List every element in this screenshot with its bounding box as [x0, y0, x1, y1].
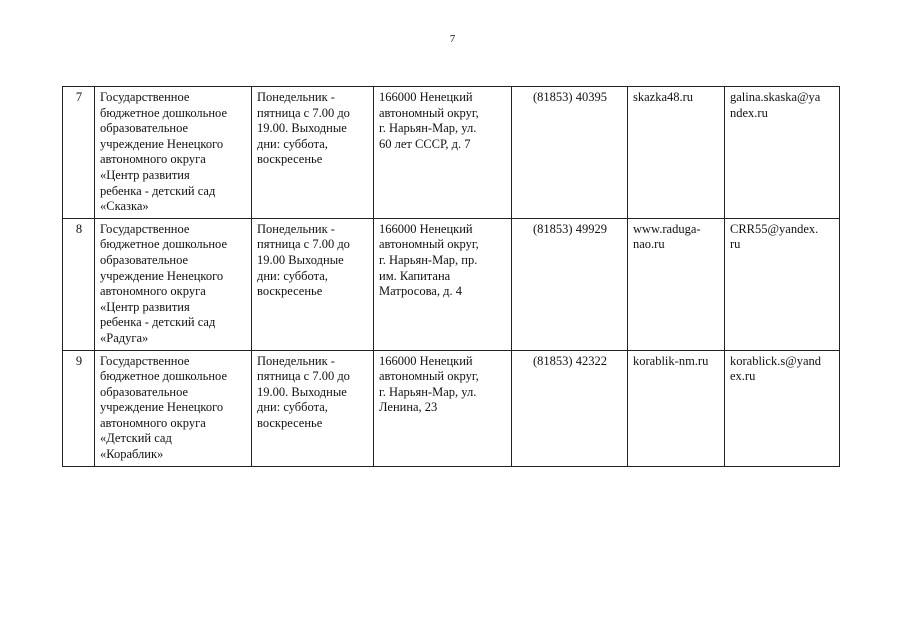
address-line: автономный округ,: [379, 237, 479, 252]
address-line: автономный округ,: [379, 369, 479, 384]
schedule-line: дни: суббота,: [257, 400, 328, 415]
institution-name-line: ребенка - детский сад: [100, 315, 216, 330]
email-cell: [725, 218, 840, 350]
institution-name-line: автономного округа: [100, 152, 206, 167]
address-line: Матросова, д. 4: [379, 284, 462, 299]
schedule-line: воскресенье: [257, 152, 323, 167]
institution-name-line: Государственное: [100, 353, 190, 368]
institution-name-line: бюджетное дошкольное: [100, 237, 228, 252]
website-link[interactable]: skazka48.ru: [633, 90, 694, 104]
institution-name-line: образовательное: [100, 121, 189, 136]
schedule-line: Понедельник -: [257, 90, 335, 104]
email-link[interactable]: CRR55@yandex.: [730, 221, 819, 236]
row-number: 9: [63, 350, 95, 466]
institution-name-cell: [95, 218, 252, 350]
email-link[interactable]: ndex.ru: [730, 105, 768, 120]
institution-name-line: Государственное: [100, 221, 190, 236]
schedule-line: дни: суббота,: [257, 268, 328, 283]
institution-name-line: «Сказка»: [100, 199, 149, 214]
schedule-line: Понедельник -: [257, 221, 335, 236]
address-line: им. Капитана: [379, 268, 451, 283]
address-cell: [374, 218, 512, 350]
schedule-line: пятница с 7.00 до: [257, 369, 350, 384]
address-line: Ленина, 23: [379, 400, 438, 415]
website-cell: [628, 350, 725, 466]
page-number: 7: [449, 33, 456, 45]
address-cell: [374, 350, 512, 466]
institution-name-line: учреждение Ненецкого: [100, 400, 224, 415]
table-row: [63, 218, 840, 350]
address-line: 60 лет СССР, д. 7: [379, 136, 471, 151]
institution-name-line: автономного округа: [100, 415, 206, 430]
institution-name-cell: [95, 350, 252, 466]
institution-name-line: Государственное: [100, 90, 190, 104]
institution-name-line: бюджетное дошкольное: [100, 105, 228, 120]
website-cell: [628, 87, 725, 219]
schedule-line: 19.00. Выходные: [257, 121, 347, 136]
institution-name-line: «Центр развития: [100, 167, 190, 182]
institution-name-line: образовательное: [100, 384, 189, 399]
kindergarten-table: [62, 86, 840, 467]
institution-name-line: учреждение Ненецкого: [100, 268, 224, 283]
email-link[interactable]: korablick.s@yand: [730, 353, 822, 368]
email-link[interactable]: ru: [730, 237, 741, 252]
address-line: автономный округ,: [379, 105, 479, 120]
institution-name-line: автономного округа: [100, 284, 206, 299]
website-cell: [628, 218, 725, 350]
address-cell: [374, 87, 512, 219]
institution-name-line: «Радуга»: [100, 330, 149, 345]
schedule-line: воскресенье: [257, 415, 323, 430]
address-line: 166000 Ненецкий: [379, 90, 473, 104]
website-link[interactable]: www.raduga-: [633, 221, 701, 236]
row-number: 8: [63, 218, 95, 350]
schedule-cell: [252, 87, 374, 219]
email-link[interactable]: ex.ru: [730, 369, 756, 384]
email-cell: [725, 87, 840, 219]
address-line: 166000 Ненецкий: [379, 353, 473, 368]
email-link[interactable]: galina.skaska@ya: [730, 90, 821, 104]
phone-cell: (81853) 49929: [512, 218, 628, 350]
phone-cell: (81853) 42322: [512, 350, 628, 466]
table-row: [63, 87, 840, 219]
table-row: [63, 350, 840, 466]
schedule-line: пятница с 7.00 до: [257, 105, 350, 120]
institution-name-line: учреждение Ненецкого: [100, 136, 224, 151]
schedule-line: пятница с 7.00 до: [257, 237, 350, 252]
institution-name-cell: [95, 87, 252, 219]
phone-cell: (81853) 40395: [512, 87, 628, 219]
schedule-line: воскресенье: [257, 284, 323, 299]
schedule-line: Понедельник -: [257, 353, 335, 368]
website-link[interactable]: korablik-nm.ru: [633, 353, 709, 368]
institution-name-line: «Центр развития: [100, 299, 190, 314]
row-number: 7: [63, 87, 95, 219]
address-line: г. Нарьян-Мар, ул.: [379, 121, 477, 136]
institution-name-line: бюджетное дошкольное: [100, 369, 228, 384]
institution-name-line: «Кораблик»: [100, 447, 164, 462]
website-link[interactable]: nao.ru: [633, 237, 665, 252]
email-cell: [725, 350, 840, 466]
schedule-line: 19.00. Выходные: [257, 384, 347, 399]
schedule-cell: [252, 218, 374, 350]
address-line: г. Нарьян-Мар, ул.: [379, 384, 477, 399]
schedule-line: 19.00 Выходные: [257, 252, 344, 267]
institution-name-line: образовательное: [100, 252, 189, 267]
schedule-line: дни: суббота,: [257, 136, 328, 151]
address-line: 166000 Ненецкий: [379, 221, 473, 236]
institution-name-line: «Детский сад: [100, 431, 172, 446]
institution-name-line: ребенка - детский сад: [100, 183, 216, 198]
address-line: г. Нарьян-Мар, пр.: [379, 252, 478, 267]
schedule-cell: [252, 350, 374, 466]
